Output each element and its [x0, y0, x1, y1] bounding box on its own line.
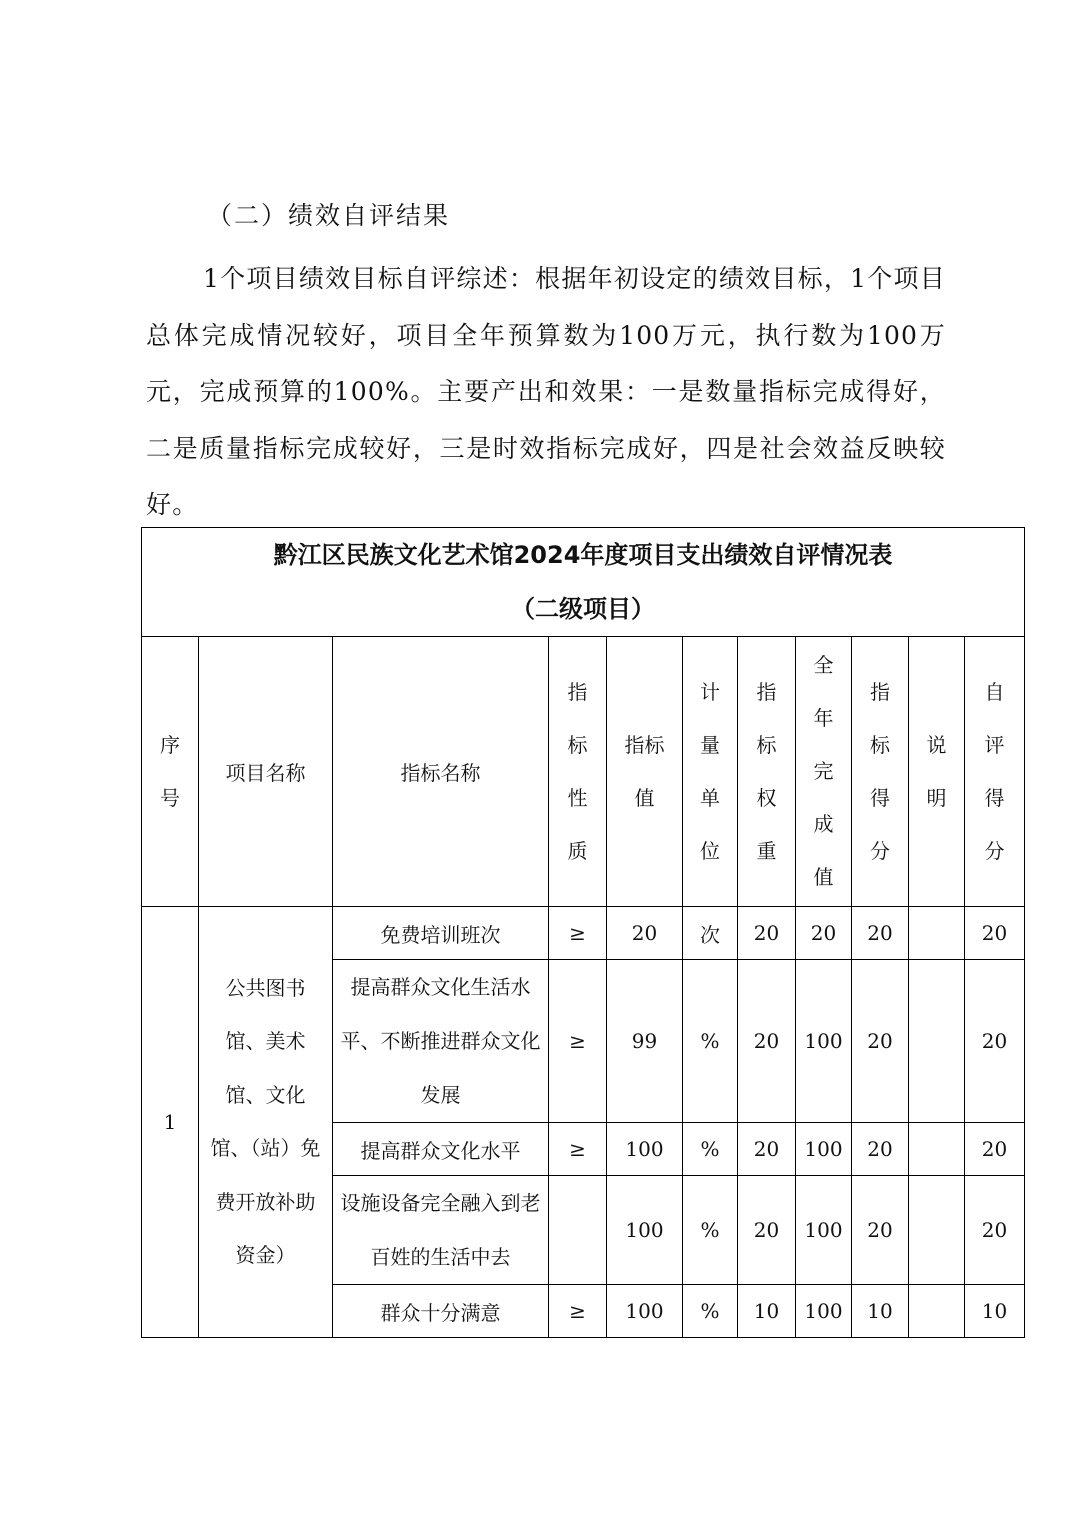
- header-indicator-nature: 指标性质: [549, 637, 607, 907]
- table-title-line2: （二级项目）: [511, 595, 655, 623]
- project-name-cell: 公共图书馆、美术馆、文化馆、（站）免费开放补助资金）: [199, 907, 333, 1338]
- header-self-score: 自评得分: [965, 637, 1025, 907]
- seq-cell: 1: [142, 907, 199, 1338]
- indicator-actual: 100: [796, 1176, 852, 1285]
- indicator-value: 100: [607, 1285, 683, 1338]
- header-indicator-name: 指标名称: [333, 637, 549, 907]
- indicator-note: [909, 1123, 965, 1176]
- indicator-weight: 20: [738, 960, 796, 1123]
- indicator-unit: %: [683, 1176, 738, 1285]
- indicator-nature: ≥: [549, 960, 607, 1123]
- indicator-value: 20: [607, 907, 683, 960]
- table-title: [142, 528, 1025, 637]
- header-seq: 序号: [142, 637, 199, 907]
- indicator-score: 20: [852, 1123, 909, 1176]
- indicator-nature: ≥: [549, 1123, 607, 1176]
- indicator-actual: 100: [796, 960, 852, 1123]
- summary-paragraph: 1个项目绩效目标自评综述：根据年初设定的绩效目标，1个项目总体完成情况较好，项目全年预算数为100万元，执行数为100万元，完成预算的100%。主要产出和效果：一是数量指标完成得好，二是质量指标完成较好，三是时效指标完成好，四是社会效益反映较好。: [146, 264, 946, 519]
- indicator-note: [909, 960, 965, 1123]
- header-actual: 全年完成值: [796, 637, 852, 907]
- indicator-name: 免费培训班次: [333, 907, 549, 960]
- indicator-name: 群众十分满意: [333, 1285, 549, 1338]
- table-header-row: [142, 637, 1025, 907]
- indicator-note: [909, 907, 965, 960]
- indicator-value: 100: [607, 1176, 683, 1285]
- header-unit: 计量单位: [683, 637, 738, 907]
- indicator-name: 设施设备完全融入到老百姓的生活中去: [333, 1176, 549, 1285]
- indicator-actual: 100: [796, 1285, 852, 1338]
- indicator-nature: ≥: [549, 907, 607, 960]
- indicator-unit: %: [683, 1123, 738, 1176]
- indicator-note: [909, 1176, 965, 1285]
- indicator-self-score: 20: [965, 1123, 1025, 1176]
- indicator-name: 提高群众文化水平: [333, 1123, 549, 1176]
- indicator-score: 20: [852, 1176, 909, 1285]
- indicator-name: 提高群众文化生活水平、不断推进群众文化发展: [333, 960, 549, 1123]
- indicator-value: 100: [607, 1123, 683, 1176]
- indicator-weight: 20: [738, 1176, 796, 1285]
- indicator-weight: 20: [738, 907, 796, 960]
- indicator-note: [909, 1285, 965, 1338]
- indicator-self-score: 20: [965, 1176, 1025, 1285]
- indicator-actual: 20: [796, 907, 852, 960]
- indicator-weight: 10: [738, 1285, 796, 1338]
- indicator-self-score: 20: [965, 960, 1025, 1123]
- indicator-self-score: 10: [965, 1285, 1025, 1338]
- indicator-self-score: 20: [965, 907, 1025, 960]
- indicator-unit: %: [683, 960, 738, 1123]
- section-heading: （二）绩效自评结果: [207, 201, 451, 230]
- header-note: 说明: [909, 637, 965, 907]
- indicator-nature: [549, 1176, 607, 1285]
- indicator-weight: 20: [738, 1123, 796, 1176]
- indicator-unit: 次: [683, 907, 738, 960]
- performance-table: [141, 527, 1025, 1338]
- header-weight: 指标权重: [738, 637, 796, 907]
- header-project-name: 项目名称: [199, 637, 333, 907]
- indicator-unit: %: [683, 1285, 738, 1338]
- indicator-actual: 100: [796, 1123, 852, 1176]
- indicator-value: 99: [607, 960, 683, 1123]
- indicator-score: 10: [852, 1285, 909, 1338]
- header-indicator-value: 指标值: [607, 637, 683, 907]
- indicator-nature: ≥: [549, 1285, 607, 1338]
- indicator-score: 20: [852, 960, 909, 1123]
- indicator-score: 20: [852, 907, 909, 960]
- table-title-line1: 黔江区民族文化艺术馆2024年度项目支出绩效自评情况表: [273, 541, 893, 569]
- table-row: [142, 907, 1025, 960]
- header-score: 指标得分: [852, 637, 909, 907]
